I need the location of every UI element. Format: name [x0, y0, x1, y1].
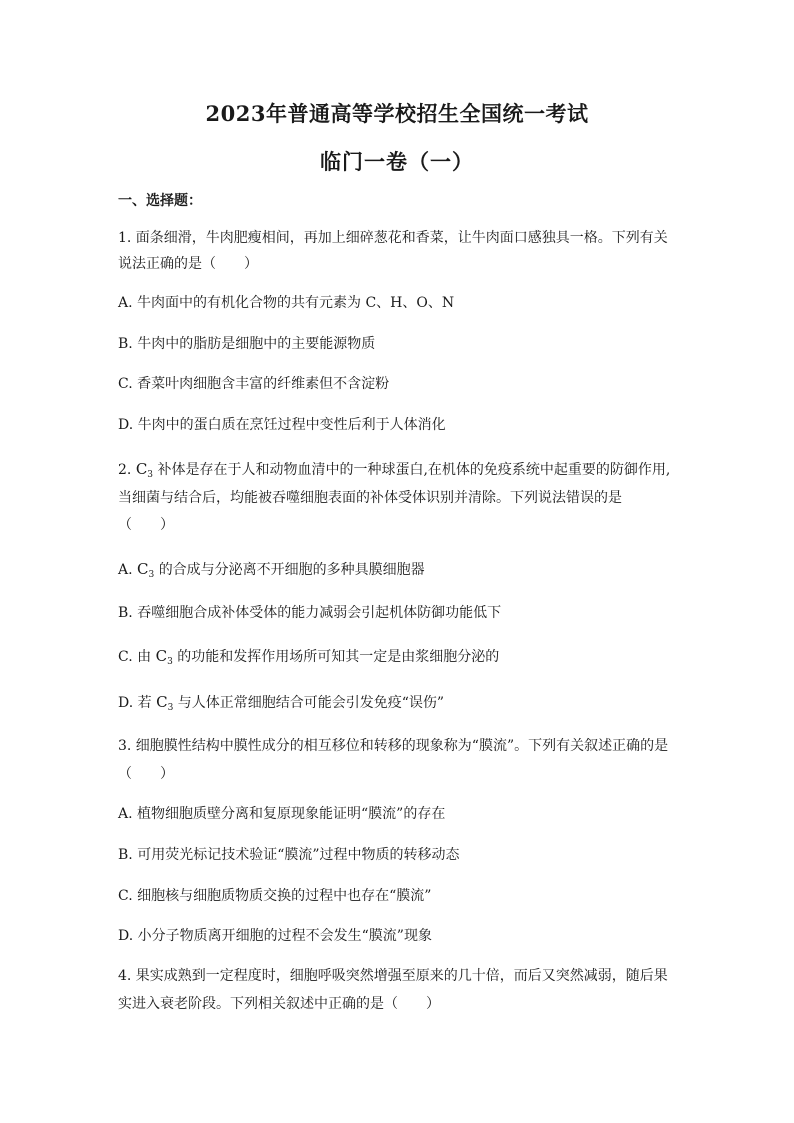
q1-option-d: D. 牛肉中的蛋白质在烹饪过程中变性后利于人体消化 [118, 417, 446, 433]
q2-number: 2. [118, 462, 136, 478]
q3-stem-line1: 3. 细胞膜性结构中膜性成分的相互移位和转移的现象称为“膜流”。下列有关叙述正确的是 [118, 738, 669, 754]
c3-symbol: C [155, 647, 168, 665]
exam-title: 2023年普通高等学校招生全国统一考试 [205, 101, 589, 126]
q2-option-a-prefix: A. [118, 562, 138, 578]
q1-option-c: C. 香菜叶肉细胞含丰富的纤维素但不含淀粉 [118, 376, 390, 392]
c3-subscript: 3 [167, 703, 174, 713]
q2-stem-line1-text: 补体是存在于人和动物血清中的一种球蛋白,在机体的免疫系统中起重要的防御作用, [157, 462, 671, 478]
q2-stem-line1 [118, 459, 670, 485]
c3-subscript: 3 [147, 470, 154, 480]
q2-stem-line2: 当细菌与结合后，均能被吞噬细胞表面的补体受体识别并清除。下列说法错误的是 [118, 490, 622, 506]
q2-option-b: B. 吞噬细胞合成补体受体的能力减弱会引起机体防御功能低下 [118, 605, 502, 621]
q1-option-b: B. 牛肉中的脂肪是细胞中的主要能源物质 [118, 336, 376, 352]
q3-option-c: C. 细胞核与细胞质物质交换的过程中也存在“膜流” [118, 888, 432, 904]
q2-option-a [118, 559, 425, 585]
c3-symbol: C [137, 560, 149, 578]
c3-subscript: 3 [148, 570, 155, 580]
q1-stem-line2: 说法正确的是（ ） [118, 256, 258, 272]
q1-option-a: A. 牛肉面中的有机化合物的共有元素为 C、H、O、N [118, 295, 455, 311]
c3-symbol: C [156, 693, 168, 711]
q2-option-c-text: 的功能和发挥作用场所可知其一定是由浆细胞分泌的 [177, 649, 500, 665]
q1-stem-line1: 1. 面条细滑，牛肉肥瘦相间，再加上细碎葱花和香菜，让牛肉面口感独具一格。下列有关 [118, 230, 668, 246]
section-heading: 一、选择题： [118, 193, 202, 209]
q3-option-b: B. 可用荧光标记技术验证“膜流”过程中物质的转移动态 [118, 847, 460, 863]
exam-subtitle: 临门一卷（一） [320, 149, 474, 174]
q2-option-d-text: 与人体正常细胞结合可能会引发免疫“误伤” [177, 695, 445, 711]
q3-option-a: A. 植物细胞质壁分离和复原现象能证明“膜流”的存在 [118, 806, 446, 822]
q2-option-d [118, 692, 444, 718]
q2-option-c [118, 646, 499, 672]
q2-option-d-prefix: D. 若 [118, 695, 152, 711]
q4-stem-line2: 实进入衰老阶段。下列相关叙述中正确的是（ ） [118, 996, 440, 1012]
q3-option-d: D. 小分子物质离开细胞的过程不会发生“膜流”现象 [118, 928, 432, 944]
q3-stem-line2: （ ） [118, 766, 174, 782]
q2-option-c-prefix: C. 由 [118, 649, 152, 665]
c3-symbol: C [135, 460, 148, 478]
q4-stem-line1: 4. 果实成熟到一定程度时，细胞呼吸突然增强至原来的几十倍，而后又突然减弱，随后果 [118, 968, 668, 984]
c3-subscript: 3 [167, 657, 173, 667]
q2-option-a-text: 的合成与分泌离不开细胞的多种具膜细胞器 [158, 562, 425, 578]
q2-stem-line3: （ ） [118, 517, 174, 533]
